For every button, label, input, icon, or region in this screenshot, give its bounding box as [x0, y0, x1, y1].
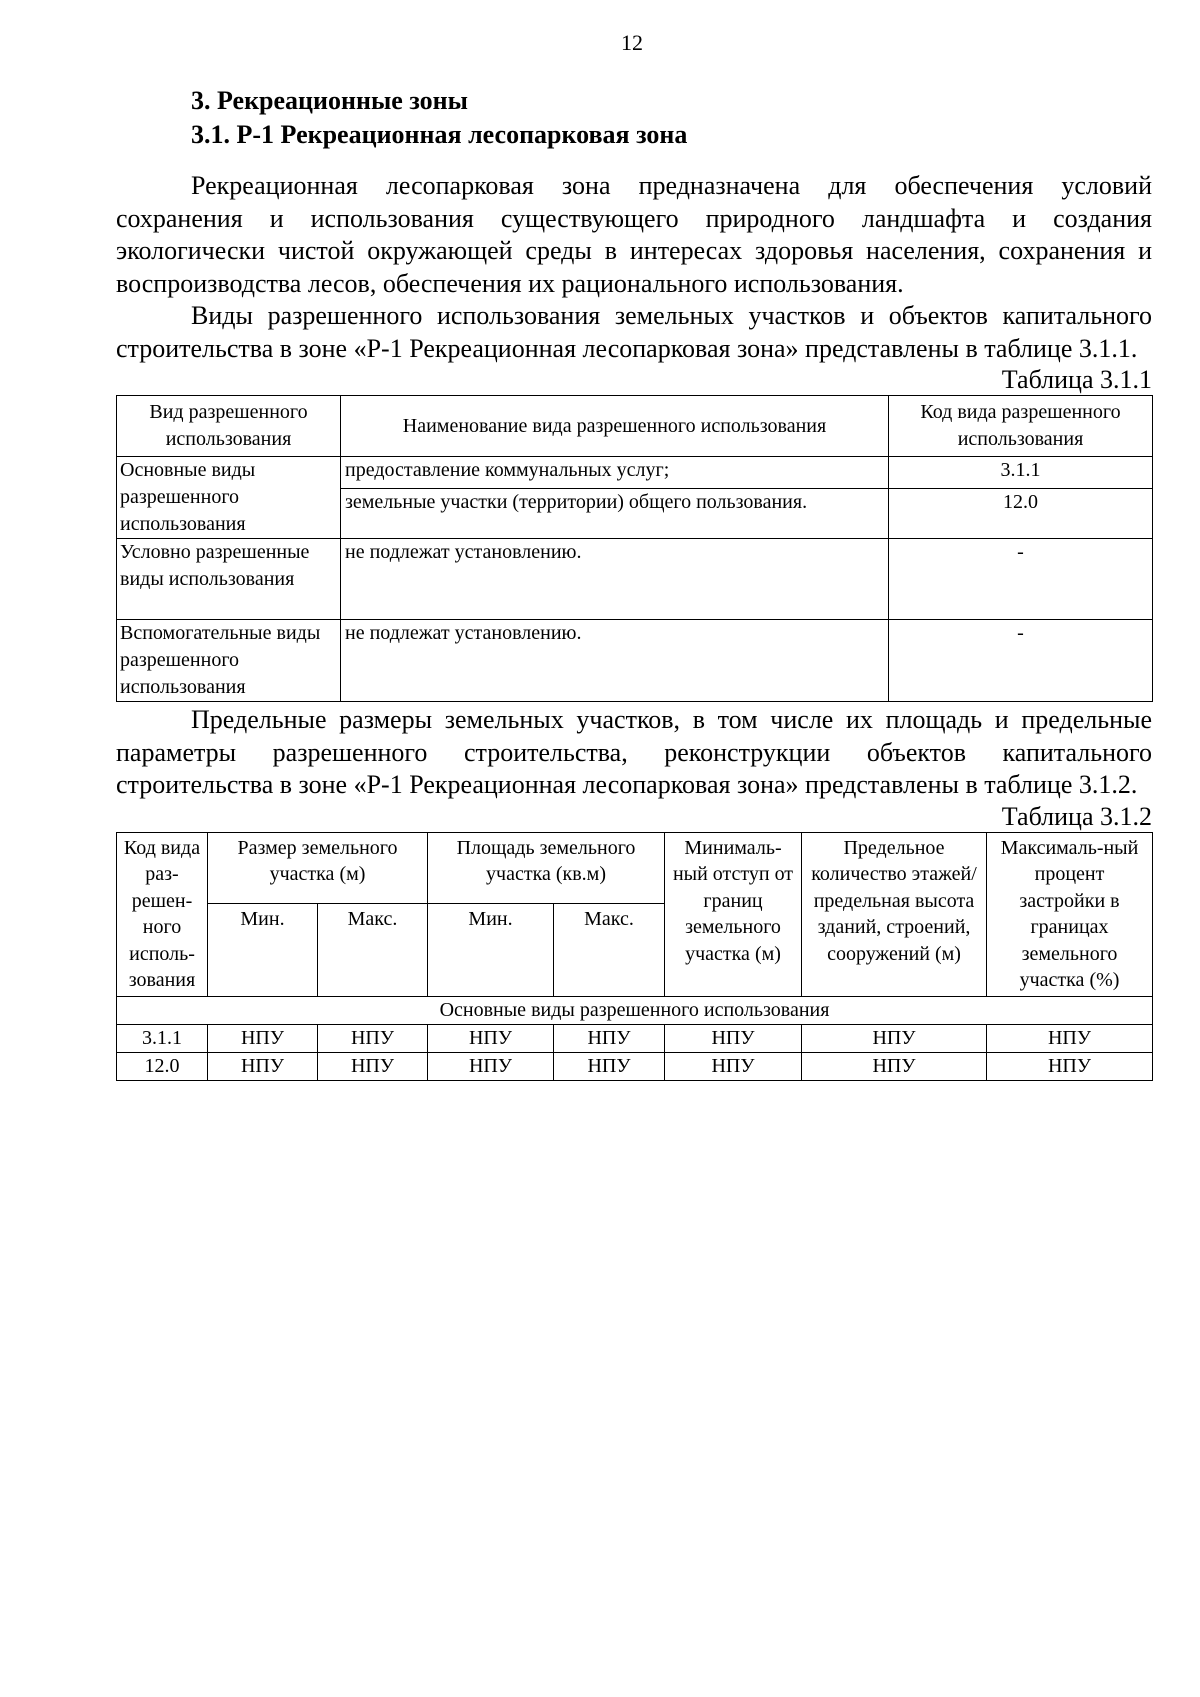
section-heading: 3. Рекреационные зоны: [191, 86, 468, 115]
table2-row1-code: 3.1.1: [117, 1024, 208, 1052]
table2-row2-size-max: НПУ: [318, 1052, 428, 1080]
page-number: 12: [621, 30, 643, 55]
table2-header-size-min: Мин.: [208, 903, 318, 996]
table2-row2-coverage: НПУ: [987, 1052, 1153, 1080]
table-row: [117, 1052, 1153, 1080]
table1-header-kind: Вид разрешенного использования: [117, 396, 341, 457]
table2-caption: Таблица 3.1.2: [1001, 801, 1152, 831]
table1-row-main-1: [117, 457, 1153, 489]
document-content: [116, 84, 1152, 1081]
table1-main-code-2: 12.0: [889, 489, 1153, 539]
table1-aux-name: не подлежат установлению.: [341, 620, 889, 702]
table2-header-size: Размер земельного участка (м): [208, 832, 428, 903]
table1-header-code: Код вида разрешенного использования: [889, 396, 1153, 457]
table2-row2-area-max: НПУ: [554, 1052, 665, 1080]
table2-row2-area-min: НПУ: [428, 1052, 554, 1080]
table2-section-label: Основные виды разрешенного использования: [117, 996, 1153, 1024]
table1-row-auxiliary: [117, 620, 1153, 702]
table1-caption: Таблица 3.1.1: [1001, 365, 1152, 394]
table1-header-name: Наименование вида разрешенного использования: [341, 396, 889, 457]
table2-header-setback: Минималь-ный отступ от границ земельного участка (м): [665, 832, 802, 996]
table1-aux-code: -: [889, 620, 1153, 702]
paragraph-table2-intro: Предельные размеры земельных участков, в том числе их площадь и предельные параметры разрешенного строительства, реконструкции объектов капитального строительства в зоне «Р-1 Рекреационная лесопарковая зона» представлены в таблице 3.1.2.: [116, 705, 1152, 799]
table2-row2-floors: НПУ: [802, 1052, 987, 1080]
table1-row-conditional: [117, 539, 1153, 620]
table2-header-size-max: Макс.: [318, 903, 428, 996]
paragraph-zone-purpose: Рекреационная лесопарковая зона предназначена для обеспечения условий сохранения и использования существующего природного ландшафта и создания экологически чистой окружающей среды в интересах здоровья населения, сохранения и воспроизводства лесов, обеспечения их рационального использования.: [116, 171, 1152, 298]
table2-header-area: Площадь земельного участка (кв.м): [428, 832, 665, 903]
table1-aux-kind: Вспомогательные виды разрешенного использования: [117, 620, 341, 702]
table2-row1-area-min: НПУ: [428, 1024, 554, 1052]
table2-header-area-min: Мин.: [428, 903, 554, 996]
table2-row1-size-min: НПУ: [208, 1024, 318, 1052]
permitted-use-table: [116, 395, 1153, 702]
table1-cond-code: -: [889, 539, 1153, 620]
table2-row1-size-max: НПУ: [318, 1024, 428, 1052]
table1-main-name-2: земельные участки (территории) общего пользования.: [341, 489, 889, 539]
table2-header-floors: Предельное количество этажей/ предельная высота зданий, строений, сооружений (м): [802, 832, 987, 996]
paragraph-table1-intro: Виды разрешенного использования земельных участков и объектов капитального строительства в зоне «Р-1 Рекреационная лесопарковая зона» представлены в таблице 3.1.1.: [116, 301, 1152, 363]
table1-cond-kind: Условно разрешенные виды использования: [117, 539, 341, 620]
table-row: [117, 1024, 1153, 1052]
table2-row1-setback: НПУ: [665, 1024, 802, 1052]
table2-section-row: [117, 996, 1153, 1024]
table1-cond-name: не подлежат установлению.: [341, 539, 889, 620]
table1-main-kind: Основные виды разрешенного использования: [117, 457, 341, 539]
table2-header-code: Код вида раз-решен-ного исполь-зования: [117, 832, 208, 996]
table2-row2-code: 12.0: [117, 1052, 208, 1080]
table2-header-coverage: Максималь-ный процент застройки в границах земельного участка (%): [987, 832, 1153, 996]
table2-row1-area-max: НПУ: [554, 1024, 665, 1052]
plot-parameters-table: [116, 832, 1153, 1081]
table1-main-code-1: 3.1.1: [889, 457, 1153, 489]
table2-header-row-1: [117, 832, 1153, 903]
table2-row2-setback: НПУ: [665, 1052, 802, 1080]
table2-row2-size-min: НПУ: [208, 1052, 318, 1080]
table1-header-row: [117, 396, 1153, 457]
table2-header-area-max: Макс.: [554, 903, 665, 996]
table2-row1-floors: НПУ: [802, 1024, 987, 1052]
subsection-heading: 3.1. Р-1 Рекреационная лесопарковая зона: [191, 120, 688, 149]
table1-main-name-1: предоставление коммунальных услуг;: [341, 457, 889, 489]
table2-row1-coverage: НПУ: [987, 1024, 1153, 1052]
